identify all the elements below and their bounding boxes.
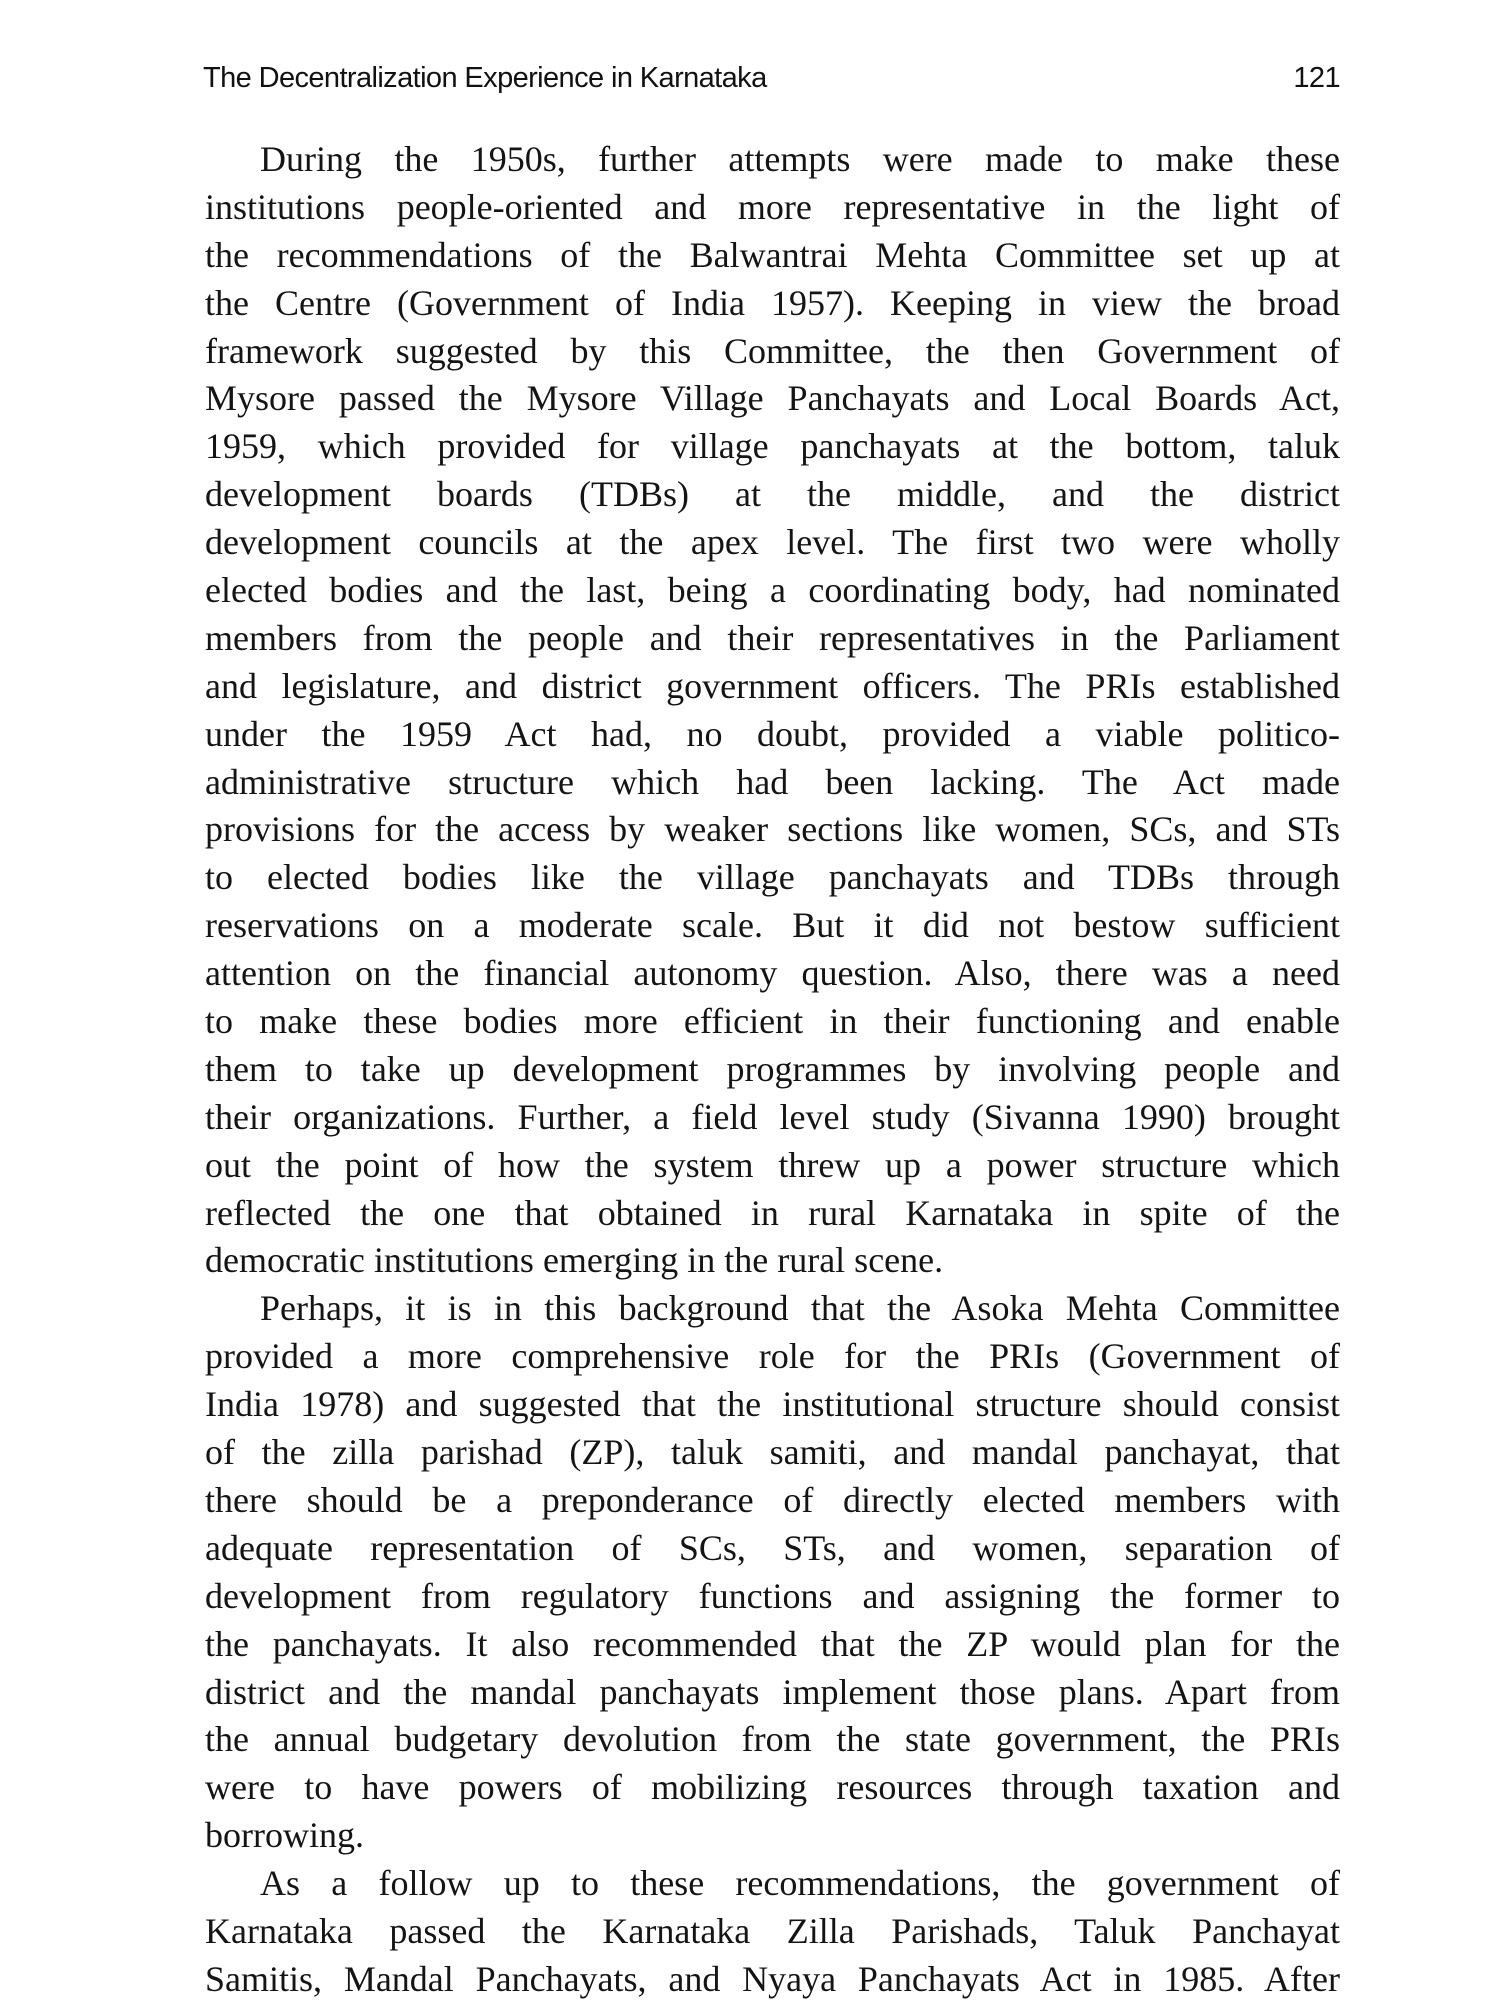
text-line: reflected the one that obtained in rural Karnataka in spite of the bbox=[205, 1192, 1340, 1233]
text-line: provided a more comprehensive role for the PRIs (Government of bbox=[205, 1336, 1340, 1377]
text-line: to elected bodies like the village panchayats and TDBs through bbox=[205, 857, 1340, 898]
text-line: elected bodies and the last, being a coordinating body, had nominated bbox=[205, 570, 1340, 611]
running-head bbox=[203, 62, 1340, 102]
text-line: administrative structure which had been lacking. The Act made bbox=[205, 761, 1340, 802]
text-line: out the point of how the system threw up a power structure which bbox=[205, 1144, 1340, 1185]
running-title: The Decentralization Experience in Karnataka bbox=[203, 62, 767, 94]
text-line: Mysore passed the Mysore Village Panchayats and Local Boards Act, bbox=[205, 378, 1340, 419]
text-line: adequate representation of SCs, STs, and women, separation of bbox=[205, 1527, 1340, 1568]
page-number: 121 bbox=[1293, 62, 1340, 94]
text-line: reservations on a moderate scale. But it did not bestow sufficient bbox=[205, 905, 1340, 946]
text-line: attention on the financial autonomy question. Also, there was a need bbox=[205, 953, 1340, 994]
text-line: 1959, which provided for village panchayats at the bottom, taluk bbox=[205, 426, 1340, 467]
text-line: of the zilla parishad (ZP), taluk samiti, and mandal panchayat, that bbox=[205, 1432, 1340, 1473]
text-line: to make these bodies more efficient in their functioning and enable bbox=[205, 1001, 1340, 1042]
text-line: the recommendations of the Balwantrai Mehta Committee set up at bbox=[205, 234, 1340, 275]
text-line: India 1978) and suggested that the institutional structure should consist bbox=[205, 1384, 1340, 1425]
text-line: there should be a preponderance of directly elected members with bbox=[205, 1479, 1340, 1520]
text-line: democratic institutions emerging in the rural scene. bbox=[205, 1240, 944, 1281]
text-line: During the 1950s, further attempts were made to make these bbox=[260, 139, 1340, 179]
text-line: members from the people and their representatives in the Parliament bbox=[205, 617, 1340, 658]
text-line: framework suggested by this Committee, the then Government of bbox=[205, 330, 1340, 371]
text-line: were to have powers of mobilizing resources through taxation and bbox=[205, 1767, 1340, 1808]
text-line: the panchayats. It also recommended that the ZP would plan for the bbox=[205, 1623, 1340, 1664]
text-line: borrowing. bbox=[205, 1815, 364, 1856]
text-line: institutions people-oriented and more representative in the light of bbox=[205, 186, 1340, 227]
text-line: and legislature, and district government officers. The PRIs established bbox=[205, 665, 1340, 706]
text-line: development from regulatory functions and assigning the former to bbox=[205, 1575, 1340, 1616]
text-line: under the 1959 Act had, no doubt, provided a viable politico- bbox=[205, 713, 1340, 754]
text-line: district and the mandal panchayats implement those plans. Apart from bbox=[205, 1671, 1340, 1712]
text-line: the Centre (Government of India 1957). Keeping in view the broad bbox=[205, 282, 1340, 323]
text-line: the annual budgetary devolution from the state government, the PRIs bbox=[205, 1719, 1340, 1760]
text-line: them to take up development programmes by involving people and bbox=[205, 1048, 1340, 1089]
text-line: Samitis, Mandal Panchayats, and Nyaya Panchayats Act in 1985. After bbox=[205, 1958, 1340, 1999]
text-line: As a follow up to these recommendations, the government of bbox=[260, 1863, 1340, 1904]
text-line: their organizations. Further, a field level study (Sivanna 1990) brought bbox=[205, 1096, 1340, 1137]
text-line: Karnataka passed the Karnataka Zilla Parishads, Taluk Panchayat bbox=[205, 1910, 1340, 1951]
text-line: provisions for the access by weaker sections like women, SCs, and STs bbox=[205, 809, 1340, 850]
text-line: Perhaps, it is in this background that the Asoka Mehta Committee bbox=[260, 1288, 1340, 1329]
text-line: development councils at the apex level. The first two were wholly bbox=[205, 522, 1340, 563]
text-line: development boards (TDBs) at the middle, and the district bbox=[205, 474, 1340, 515]
body-text bbox=[205, 136, 1340, 2004]
